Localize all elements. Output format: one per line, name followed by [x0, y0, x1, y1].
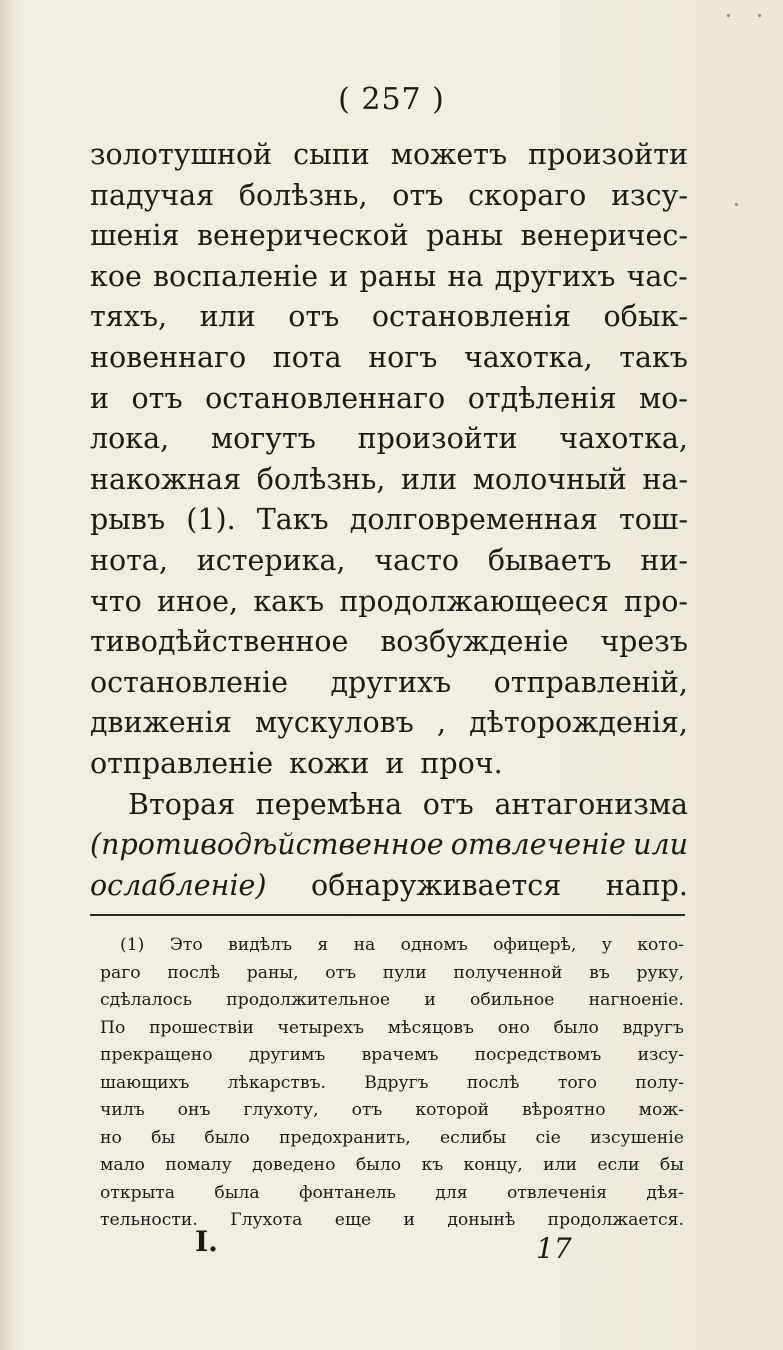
word: венерической: [197, 219, 409, 253]
word: чахотка,: [463, 340, 593, 374]
word: открыта: [100, 1182, 176, 1203]
word: которой: [415, 1100, 490, 1120]
footnote-block: [100, 932, 684, 1235]
word: фонтанель: [299, 1182, 396, 1203]
word: Вторая: [128, 787, 236, 821]
text-line: [90, 582, 688, 623]
word: нота,: [90, 543, 168, 577]
word: часто: [374, 543, 460, 577]
word: По: [100, 1017, 126, 1038]
word: Такъ: [256, 503, 329, 537]
word: чахотка,: [559, 422, 688, 456]
word: или: [633, 828, 688, 862]
word: мѣсяцовъ: [387, 1017, 474, 1038]
word: изсушеніе: [590, 1127, 684, 1148]
word: обык-: [603, 300, 688, 334]
word: дѣторожденія,: [469, 706, 688, 740]
word: для: [435, 1182, 468, 1203]
word: полученной: [453, 962, 563, 983]
word: полу-: [635, 1072, 684, 1093]
word: вдругъ: [622, 1017, 684, 1038]
word: (1): [120, 935, 145, 955]
footnote-line: [100, 1015, 684, 1043]
word: остановленнаго: [205, 381, 446, 415]
word: раны,: [246, 962, 299, 983]
word: еслибы: [440, 1127, 507, 1148]
word: одномъ: [400, 935, 468, 955]
word: новеннаго: [90, 340, 247, 374]
word: Вдругъ: [364, 1072, 429, 1093]
word: отъ: [351, 1100, 383, 1120]
word: кожи: [289, 746, 370, 780]
word: ослабленіе): [90, 868, 267, 902]
word: изсу-: [611, 178, 688, 212]
word: сіе: [535, 1127, 561, 1148]
text-line: [90, 622, 688, 663]
word: бы: [659, 1155, 684, 1175]
word: если: [597, 1155, 640, 1175]
word: отвлеченіе: [450, 828, 626, 862]
text-line: [90, 866, 688, 907]
word: золотушной: [90, 138, 273, 171]
word: обнаруживается: [311, 868, 562, 902]
footnote-line: [100, 1042, 684, 1070]
word: отъ: [288, 300, 340, 334]
ink-speck: [735, 203, 738, 206]
word: мо-: [638, 381, 688, 415]
footnote-line: [100, 932, 684, 960]
word: ,: [436, 706, 446, 740]
word: тиводѣйственное: [90, 625, 349, 659]
text-line: [90, 785, 688, 826]
word: час-: [626, 259, 688, 293]
word: врачемъ: [361, 1045, 439, 1065]
word: возбужденіе: [380, 625, 569, 659]
footnote-line: [100, 987, 684, 1015]
word: раны: [426, 219, 504, 253]
text-line: [90, 257, 688, 298]
footnote-line: [100, 1152, 684, 1180]
word: отправленій,: [493, 665, 688, 699]
footnote-line: [100, 1207, 684, 1235]
signature-mark: I.: [195, 1225, 218, 1258]
word: руку,: [636, 962, 684, 983]
text-line: [90, 541, 688, 582]
word: перемѣна: [255, 787, 403, 821]
word: (противодѣйственное: [90, 828, 444, 862]
word: тош-: [618, 503, 688, 537]
word: другихъ: [494, 259, 616, 293]
main-text-block: [90, 135, 688, 906]
text-line: [90, 297, 688, 338]
word: четырехъ: [277, 1017, 365, 1038]
word: отвлеченія: [507, 1182, 607, 1203]
word: Глухота: [230, 1210, 303, 1230]
word: тяхъ,: [90, 300, 168, 334]
text-line: [90, 419, 688, 460]
word: прекращено: [100, 1045, 213, 1065]
word: бываетъ: [487, 543, 612, 577]
word: шенія: [90, 219, 180, 253]
word: сдѣлалось: [100, 990, 192, 1010]
word: (1).: [186, 503, 236, 537]
word: послѣ: [167, 962, 221, 983]
word: оно: [497, 1017, 530, 1038]
text-line: [90, 176, 688, 217]
word: какъ: [253, 584, 325, 618]
word: и: [385, 746, 405, 780]
word: сыпи: [293, 138, 370, 171]
word: молочный: [472, 462, 627, 496]
word: раго: [100, 962, 141, 983]
word: и: [90, 381, 109, 415]
word: было: [355, 1155, 402, 1175]
word: пули: [382, 962, 427, 983]
word: или: [199, 300, 256, 334]
word: предохранить,: [278, 1127, 411, 1148]
word: донынѣ: [447, 1210, 516, 1230]
word: рывъ: [90, 503, 166, 537]
word: отъ: [131, 381, 183, 415]
word: еще: [334, 1210, 372, 1230]
word: дѣя-: [646, 1182, 684, 1203]
sheet-number: 17: [536, 1232, 572, 1265]
word: антагонизма: [494, 787, 688, 821]
text-line: [90, 460, 688, 501]
word: скораго: [468, 178, 587, 212]
word: долговременная: [349, 503, 598, 537]
word: отъ: [325, 962, 357, 983]
word: вѣроятно: [522, 1100, 606, 1120]
ink-speck: [727, 14, 730, 17]
word: къ: [421, 1155, 444, 1175]
word: чилъ: [100, 1100, 145, 1120]
text-line: [90, 500, 688, 541]
word: тельности.: [100, 1210, 198, 1230]
word: онъ: [177, 1100, 211, 1120]
word: болѣзнь,: [256, 462, 386, 496]
word: что: [90, 584, 142, 618]
word: отдѣленія: [467, 381, 617, 415]
word: въ: [589, 962, 610, 983]
word: чрезъ: [600, 625, 688, 659]
text-line: [90, 338, 688, 379]
word: было: [553, 1017, 599, 1038]
word: можетъ: [390, 138, 508, 171]
word: другихъ: [330, 665, 452, 699]
word: произойти: [528, 138, 688, 171]
footnote-divider: [90, 914, 685, 916]
word: обильное: [470, 990, 555, 1010]
word: другимъ: [248, 1045, 326, 1065]
word: воспаленіе: [153, 259, 319, 293]
word: видѣлъ: [228, 935, 293, 955]
word: про-: [623, 584, 688, 618]
word: но: [100, 1127, 122, 1148]
text-line: [90, 703, 688, 744]
text-line: [90, 135, 688, 176]
footnote-line: [100, 1070, 684, 1098]
word: посредствомъ: [474, 1045, 602, 1065]
word: отправленіе: [90, 746, 274, 780]
word: я: [317, 935, 329, 955]
word: или: [543, 1155, 577, 1175]
word: отъ: [392, 178, 444, 212]
text-line: [90, 216, 688, 257]
footnote-line: [100, 1180, 684, 1208]
word: падучая: [90, 178, 215, 212]
word: продолжительное: [226, 990, 391, 1010]
word: кое: [90, 259, 142, 293]
word: на: [353, 935, 376, 955]
word: мож-: [638, 1100, 684, 1120]
word: Это: [169, 935, 203, 955]
word: накожная: [90, 462, 242, 496]
word: и: [329, 259, 349, 293]
word: продолжающееся: [339, 584, 609, 618]
ink-speck: [758, 14, 761, 17]
word: венеричес-: [520, 219, 688, 253]
word: лока,: [90, 422, 170, 456]
word: и: [403, 1210, 415, 1230]
word: истерика,: [196, 543, 346, 577]
word: движенія: [90, 706, 232, 740]
word: лѣкарствъ.: [227, 1072, 327, 1093]
word: продолжается.: [547, 1210, 684, 1230]
word: изсу-: [637, 1045, 684, 1065]
text-line: [90, 825, 688, 866]
word: доведено: [252, 1155, 336, 1175]
footnote-line: [100, 1097, 684, 1125]
word: прошествіи: [149, 1017, 254, 1038]
word: ни-: [640, 543, 688, 577]
word: произойти: [357, 422, 518, 456]
word: шающихъ: [100, 1072, 190, 1093]
word: того: [557, 1072, 598, 1093]
word: такъ: [619, 340, 688, 374]
footnote-line: [100, 1125, 684, 1153]
word: или: [401, 462, 458, 496]
word: концу,: [463, 1155, 523, 1175]
word: кото-: [637, 935, 684, 955]
word: на-: [642, 462, 688, 496]
word: иное,: [157, 584, 239, 618]
footnote-line: [100, 960, 684, 988]
text-line: [90, 379, 688, 420]
word: послѣ: [466, 1072, 520, 1093]
word: нагноеніе.: [588, 990, 684, 1010]
word: остановленія: [371, 300, 571, 334]
word: бы: [151, 1127, 176, 1148]
text-line: [90, 663, 688, 704]
word: ногъ: [368, 340, 438, 374]
word: пота: [272, 340, 342, 374]
word: и: [424, 990, 436, 1010]
word: проч.: [420, 746, 503, 780]
text-line: [90, 744, 688, 785]
word: мускуловъ: [254, 706, 414, 740]
word: раны: [359, 259, 437, 293]
word: на: [447, 259, 484, 293]
word: офицерѣ,: [493, 935, 577, 955]
word: могутъ: [210, 422, 316, 456]
word: у: [601, 935, 612, 955]
word: мало: [100, 1155, 145, 1175]
word: помалу: [165, 1155, 232, 1175]
word: была: [214, 1182, 260, 1203]
word: напр.: [605, 868, 688, 902]
word: было: [204, 1127, 250, 1148]
word: отъ: [422, 787, 474, 821]
word: остановленіе: [90, 665, 289, 699]
word: болѣзнь,: [238, 178, 368, 212]
page-number: ( 257 ): [338, 82, 445, 117]
word: глухоту,: [243, 1100, 319, 1120]
